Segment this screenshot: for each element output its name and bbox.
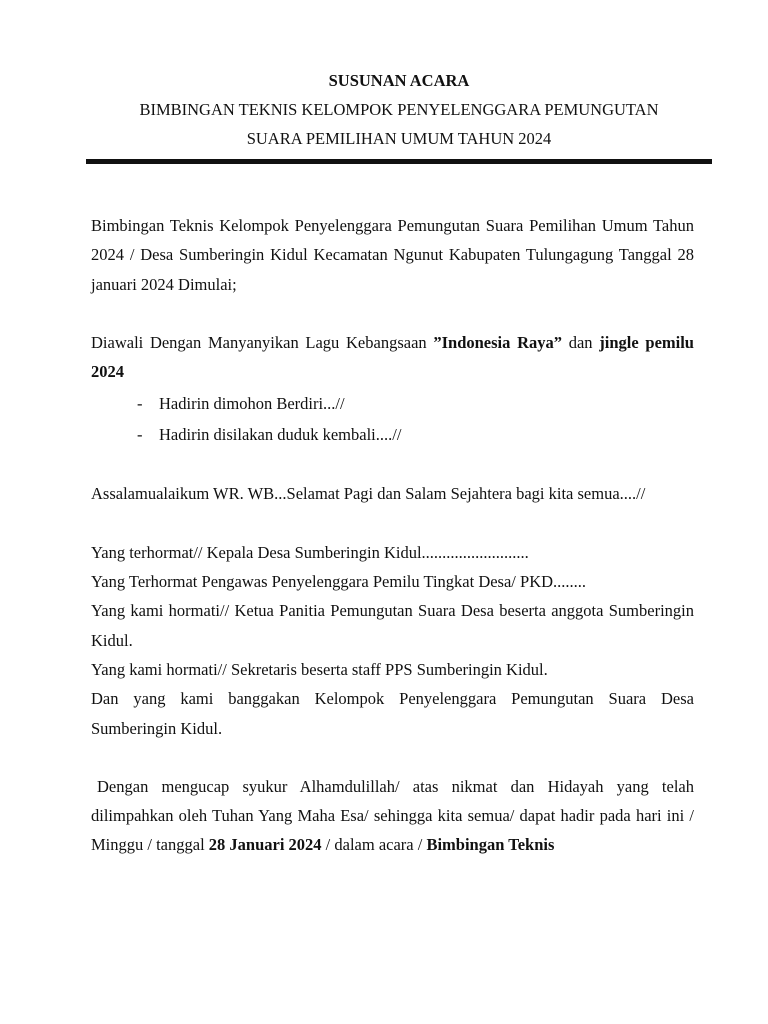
spacer (91, 450, 694, 479)
closing-text-2: / dalam acara / (321, 835, 427, 855)
list-item-text: Hadirin dimohon Berdiri...// (159, 394, 345, 414)
closing-paragraph (91, 772, 694, 860)
honorific-line: Dan yang kami banggakan Kelompok Penyelenggara Pemungutan Suara Desa Sumberingin Kidul. (91, 689, 694, 738)
document-title: SUSUNAN ACARA (328, 71, 470, 90)
document-subtitle-line-2: SUARA PEMILIHAN UMUM TAHUN 2024 (246, 129, 552, 148)
document-header (86, 66, 712, 153)
document-subtitle-line-1: BIMBINGAN TEKNIS KELOMPOK PENYELENGGARA PEMUNGUTAN (139, 100, 659, 119)
dash-bullet: - (137, 394, 143, 414)
list-item (91, 419, 694, 450)
spacer (91, 299, 694, 328)
intro-paragraph: Bimbingan Teknis Kelompok Penyelenggara Pemungutan Suara Pemilihan Umum Tahun 2024 / Desa Sumberingin Kidul Kecamatan Ngunut Kabupaten Tulungagung Tanggal 28 januari 2024 Dimulai; (91, 216, 694, 294)
list-item-text: Hadirin disilakan duduk kembali....// (159, 425, 402, 445)
header-divider (86, 159, 712, 164)
instruction-list (91, 388, 694, 450)
opening-bold-anthem: ”Indonesia Raya” (433, 332, 563, 352)
document-body (91, 211, 694, 860)
list-item (91, 388, 694, 419)
honorific-line: Yang Terhormat Pengawas Penyelenggara Pemilu Tingkat Desa/ PKD........ (91, 572, 587, 592)
closing-bold-event: Bimbingan Teknis (426, 835, 555, 855)
honorific-line: Yang kami hormati// Ketua Panitia Pemungutan Suara Desa beserta anggota Sumberingin Kidul. (91, 601, 694, 650)
honorific-line: Yang terhormat// Kepala Desa Sumberingin Kidul.......................... (91, 542, 529, 562)
spacer (91, 509, 694, 538)
spacer (91, 743, 694, 772)
opening-paragraph (91, 328, 694, 387)
greeting-paragraph: Assalamualaikum WR. WB...Selamat Pagi dan Salam Sejahtera bagi kita semua....// (91, 484, 646, 504)
closing-text-1: Dengan mengucap syukur Alhamdulillah/ atas nikmat dan Hidayah yang telah dilimpahkan oleh Tuhan Yang Maha Esa/ sehingga kita semua/ dapat hadir pada hari ini / Minggu / tanggal (91, 776, 694, 855)
opening-bold-jingle: jingle pemilu 2024 (91, 332, 694, 382)
opening-text-1: Diawali Dengan Manyanyikan Lagu Kebangsaan (91, 332, 434, 352)
dash-bullet: - (137, 425, 143, 445)
closing-bold-date: 28 Januari 2024 (208, 835, 322, 855)
opening-text-2: dan (562, 332, 600, 352)
honorific-line: Yang kami hormati// Sekretaris beserta staff PPS Sumberingin Kidul. (91, 659, 548, 679)
